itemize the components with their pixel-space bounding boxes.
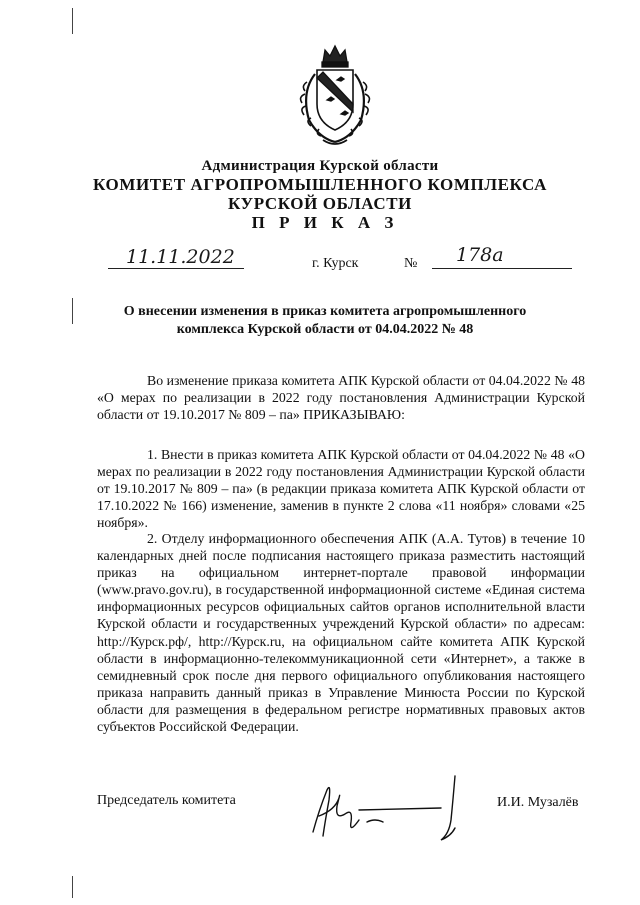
order-subject: О внесении изменения в приказ комитета агропромышленного комплекса Курской области от 04.04.2022 № 48 [123, 304, 527, 337]
order-number-label: № [404, 256, 418, 271]
order-preamble: Во изменение приказа комитета АПК Курской области от 04.04.2022 № 48 «О мерах по реализации в 2022 году постановления Администрации Курской области от 19.10.2017 № 809 – па» ПРИКАЗЫВАЮ: [97, 373, 585, 423]
scan-mark-bottom [72, 876, 73, 898]
region-name: КУРСКОЙ ОБЛАСТИ [228, 194, 412, 213]
administration-name: Администрация Курской области [201, 158, 439, 174]
order-city: г. Курск [312, 256, 359, 271]
signatory-name: И.И. Музалёв [497, 795, 579, 810]
order-item-2: 2. Отделу информационного обеспечения АПК (А.А. Тутов) в течение 10 календарных дней после подписания настоящего приказа разместить настоящий приказ на официальном интернет-портале правовой информации (www.pravo.gov.ru), в государственной информационной системе «Единая система информационных ресурсов официальных сайтов органов исполнительной власти Курской области и государственных учреждений Курской области» по адресам: http://Курск.рф/, http://Курск.ru, на официальном сайте комитета АПК Курской области в информационно-телекоммуникационной сети «Интернет», а также в семидневный срок после дня первого официального опубликования настоящего приказа направить данный приказ в Управление Минюста России по Курской области для размещения в федеральном регистре нормативных правовых актов субъектов Российской Федерации. [97, 531, 585, 735]
order-item-1: 1. Внести в приказ комитета АПК Курской области от 04.04.2022 № 48 «О мерах по реализации в 2022 году постановления Администрации Курской области от 19.10.2017 № 809 – па» (в редакции приказа комитета АПК Курской области от 17.10.2022 № 166) изменение, заменив в пункте 2 слова «11 ноября» словами «25 ноября». [97, 447, 585, 531]
scan-mark-middle [72, 298, 73, 324]
committee-name: КОМИТЕТ АГРОПРОМЫШЛЕННОГО КОМПЛЕКСА [93, 175, 547, 194]
order-date-handwritten: 11.11.2022 [126, 246, 235, 268]
signatory-role: Председатель комитета [97, 793, 236, 808]
document-type-title: П Р И К А З [251, 213, 399, 232]
handwritten-signature-icon [305, 770, 485, 845]
scan-mark-top [72, 8, 73, 34]
kursk-coat-of-arms-icon [293, 42, 377, 150]
order-number-handwritten: 178а [456, 244, 504, 266]
